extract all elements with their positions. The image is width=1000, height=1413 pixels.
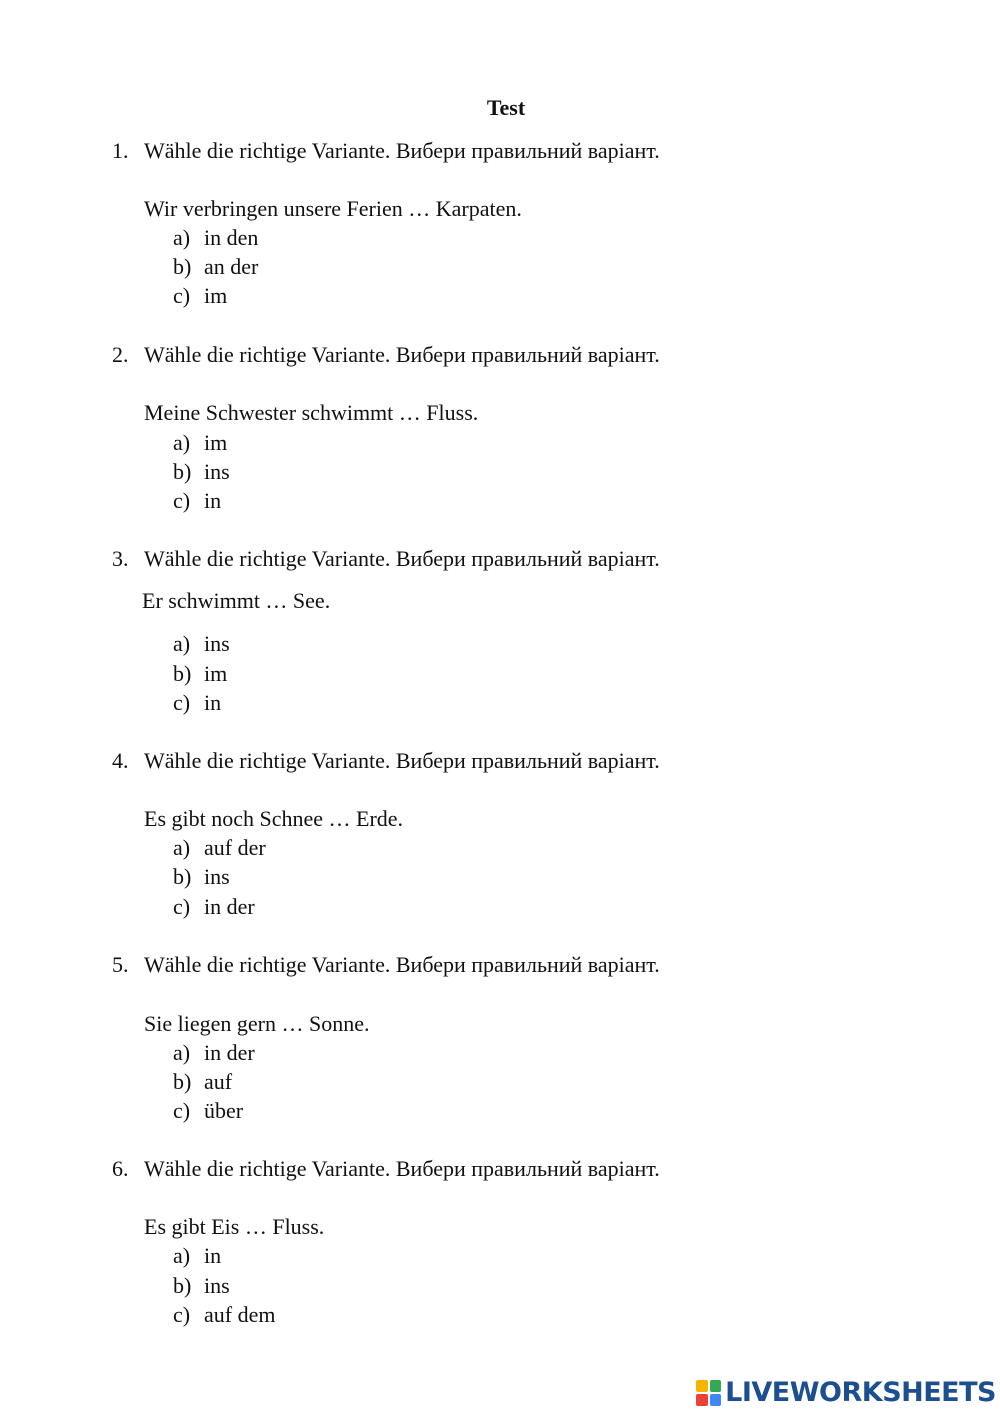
option-c[interactable] <box>0 282 600 310</box>
option-c[interactable] <box>0 1097 600 1125</box>
option-letter: b) <box>173 661 192 686</box>
option-letter: a) <box>173 430 191 455</box>
question-number: 6. <box>112 1156 129 1181</box>
question-number: 5. <box>112 952 129 977</box>
question-prompt: Wähle die richtige Variante. Вибери правильний варіант. <box>144 1156 660 1181</box>
question-sentence: Meine Schwester schwimmt … Fluss. <box>144 400 479 425</box>
option-letter: c) <box>173 894 191 919</box>
option-letter: a) <box>173 1243 191 1268</box>
option-a[interactable] <box>0 224 600 252</box>
question-number: 1. <box>112 138 129 163</box>
option-a[interactable] <box>0 1039 600 1067</box>
option-text: über <box>204 1098 244 1123</box>
option-text: in <box>204 690 222 715</box>
option-text: in den <box>204 225 259 250</box>
liveworksheets-logo-icon <box>696 1380 721 1406</box>
option-text: im <box>204 430 228 455</box>
question-sentence: Es gibt Eis … Fluss. <box>144 1214 325 1239</box>
option-text: ins <box>204 1273 230 1298</box>
option-letter: c) <box>173 488 191 513</box>
option-b[interactable] <box>0 253 600 281</box>
option-letter: c) <box>173 283 191 308</box>
liveworksheets-logo <box>696 1377 996 1409</box>
option-text: ins <box>204 459 230 484</box>
option-text: in <box>204 1243 222 1268</box>
page-title: Test <box>486 95 526 120</box>
option-b[interactable] <box>0 863 600 891</box>
question-prompt: Wähle die richtige Variante. Вибери правильний варіант. <box>144 748 660 773</box>
question-prompt: Wähle die richtige Variante. Вибери правильний варіант. <box>144 138 660 163</box>
option-text: auf dem <box>204 1302 276 1327</box>
option-letter: b) <box>173 1273 192 1298</box>
option-a[interactable] <box>0 1242 600 1270</box>
option-b[interactable] <box>0 458 600 486</box>
option-letter: a) <box>173 835 191 860</box>
option-text: auf <box>204 1069 233 1094</box>
logo-tile-icon <box>696 1380 708 1392</box>
option-b[interactable] <box>0 1068 600 1096</box>
logo-tile-icon <box>710 1380 722 1392</box>
logo-text: LIVEWORKSHEETS <box>725 1377 996 1408</box>
logo-tile-icon <box>696 1394 708 1406</box>
option-a[interactable] <box>0 630 600 658</box>
option-text: ins <box>204 864 230 889</box>
question-prompt: Wähle die richtige Variante. Вибери правильний варіант. <box>144 546 660 571</box>
option-text: im <box>204 283 228 308</box>
question-sentence: Sie liegen gern … Sonne. <box>144 1011 370 1036</box>
question-sentence: Er schwimmt … See. <box>142 588 331 613</box>
option-text: ins <box>204 631 230 656</box>
option-c[interactable] <box>0 1301 600 1329</box>
question-prompt: Wähle die richtige Variante. Вибери правильний варіант. <box>144 952 660 977</box>
option-letter: a) <box>173 631 191 656</box>
option-letter: b) <box>173 254 192 279</box>
option-letter: b) <box>173 1069 192 1094</box>
option-letter: b) <box>173 864 192 889</box>
question-prompt: Wähle die richtige Variante. Вибери правильний варіант. <box>144 342 660 367</box>
logo-tile-icon <box>710 1394 722 1406</box>
option-a[interactable] <box>0 429 600 457</box>
option-a[interactable] <box>0 834 600 862</box>
option-c[interactable] <box>0 487 600 515</box>
option-b[interactable] <box>0 660 600 688</box>
option-letter: c) <box>173 1098 191 1123</box>
option-letter: a) <box>173 1040 191 1065</box>
option-letter: c) <box>173 1302 191 1327</box>
option-c[interactable] <box>0 893 600 921</box>
option-text: an der <box>204 254 259 279</box>
option-letter: b) <box>173 459 192 484</box>
option-b[interactable] <box>0 1272 600 1300</box>
question-sentence: Es gibt noch Schnee … Erde. <box>144 806 404 831</box>
option-letter: a) <box>173 225 191 250</box>
question-number: 2. <box>112 342 129 367</box>
option-text: auf der <box>204 835 266 860</box>
question-number: 3. <box>112 546 129 571</box>
option-text: in der <box>204 894 255 919</box>
question-number: 4. <box>112 748 129 773</box>
option-c[interactable] <box>0 689 600 717</box>
question-sentence: Wir verbringen unsere Ferien … Karpaten. <box>144 196 522 221</box>
option-text: in <box>204 488 222 513</box>
option-letter: c) <box>173 690 191 715</box>
option-text: in der <box>204 1040 255 1065</box>
option-text: im <box>204 661 228 686</box>
